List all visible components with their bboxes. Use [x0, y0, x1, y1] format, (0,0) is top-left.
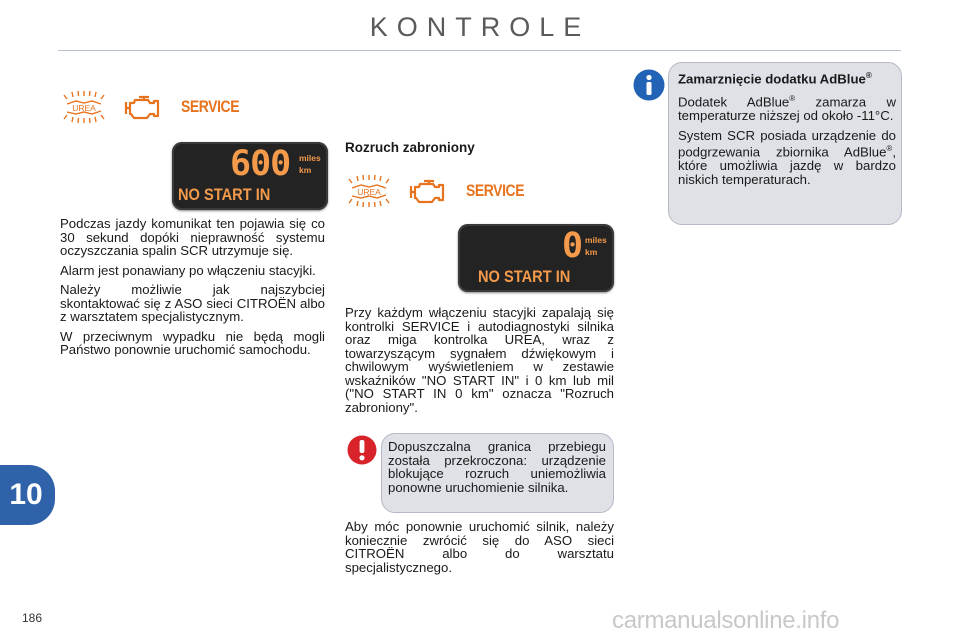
- column-1: [60, 217, 325, 363]
- display-600-no-start: [172, 142, 328, 210]
- paragraph: Należy możliwie jak najszybciej skontaktować się z ASO sieci CITROËN albo z warsztatem specjalistycznym.: [60, 282, 325, 324]
- paragraph: Alarm jest ponawiany po włączeniu stacyjki.: [60, 262, 316, 278]
- display-number: 600: [230, 144, 291, 184]
- urea-warning-icon: [343, 174, 395, 208]
- urea-label: UREA: [357, 187, 381, 197]
- display-number: 0: [562, 226, 584, 266]
- display-unit-miles: miles: [299, 153, 321, 163]
- chapter-number: 10: [9, 478, 43, 511]
- paragraph: W przeciwnym wypadku nie będą mogli Państwo ponownie uruchomić samochodu.: [60, 328, 325, 357]
- urea-warning-icon: [58, 90, 110, 124]
- page-header-title: KONTROLE: [369, 12, 591, 42]
- engine-check-icon: [407, 176, 447, 206]
- column-2-bottom: [345, 520, 614, 580]
- service-indicator-label: SERVICE: [180, 97, 239, 116]
- display-0-no-start: [458, 224, 614, 292]
- chapter-badge: [0, 465, 55, 525]
- info-paragraph-1: Dodatek AdBlue® zamarza w temperaturze niższej od około -11°C.: [678, 94, 896, 124]
- info-paragraph-2: System SCR posiada urządzenie do podgrzewania zbiornika AdBlue®, które umożliwia jazdę w bardzo niskich temperaturach.: [678, 127, 896, 187]
- warning-text: Dopuszczalna granica przebiegu została przekroczona: urządzenie blokujące rozruch uniemożliwia ponowne uruchomienie silnika.: [388, 439, 606, 495]
- display-unit-km: km: [585, 247, 598, 257]
- display-message: NO START IN: [478, 267, 571, 286]
- display-unit-miles: miles: [585, 235, 607, 245]
- display-unit-km: km: [299, 165, 312, 175]
- service-indicator-label: SERVICE: [465, 181, 524, 200]
- page-number: 186: [22, 611, 43, 625]
- header-rule: [58, 50, 901, 51]
- info-title: Zamarznięcie dodatku AdBlue®: [678, 71, 872, 87]
- indicator-row-2: [343, 174, 537, 208]
- display-message: NO START IN: [178, 185, 271, 204]
- paragraph: Podczas jazdy komunikat ten pojawia się co 30 sekund dopóki nieprawność systemu oczyszczania spalin SCR utrzymuje się.: [60, 216, 325, 258]
- engine-check-icon: [122, 92, 162, 122]
- urea-label: UREA: [72, 103, 96, 113]
- warning-note: [381, 433, 614, 513]
- paragraph: Aby móc ponownie uruchomić silnik, należy koniecznie zwrócić się do ASO sieci CITROËN albo do warsztatu specjalistycznego.: [345, 519, 614, 575]
- exclamation-warning-icon: [347, 435, 377, 465]
- column-2: [345, 306, 614, 420]
- info-note: [668, 62, 902, 225]
- paragraph: Przy każdym włączeniu stacyjki zapalają się kontrolki SERVICE i autodiagnostyki silnika oraz miga kontrolka UREA, wraz z towarzyszącym sygnałem dźwiękowym i chwilowym wyświetleniem w zestawie wskaźników "NO START IN" i 0 km lub mil ("NO START IN 0 km" oznacza "Rozruch zabroniony".: [345, 305, 614, 415]
- info-icon: [633, 69, 665, 101]
- section-title-rozruch: Rozruch zabroniony: [345, 140, 475, 155]
- watermark: carmanualsonline.info: [612, 607, 840, 634]
- indicator-row-1: [58, 90, 252, 124]
